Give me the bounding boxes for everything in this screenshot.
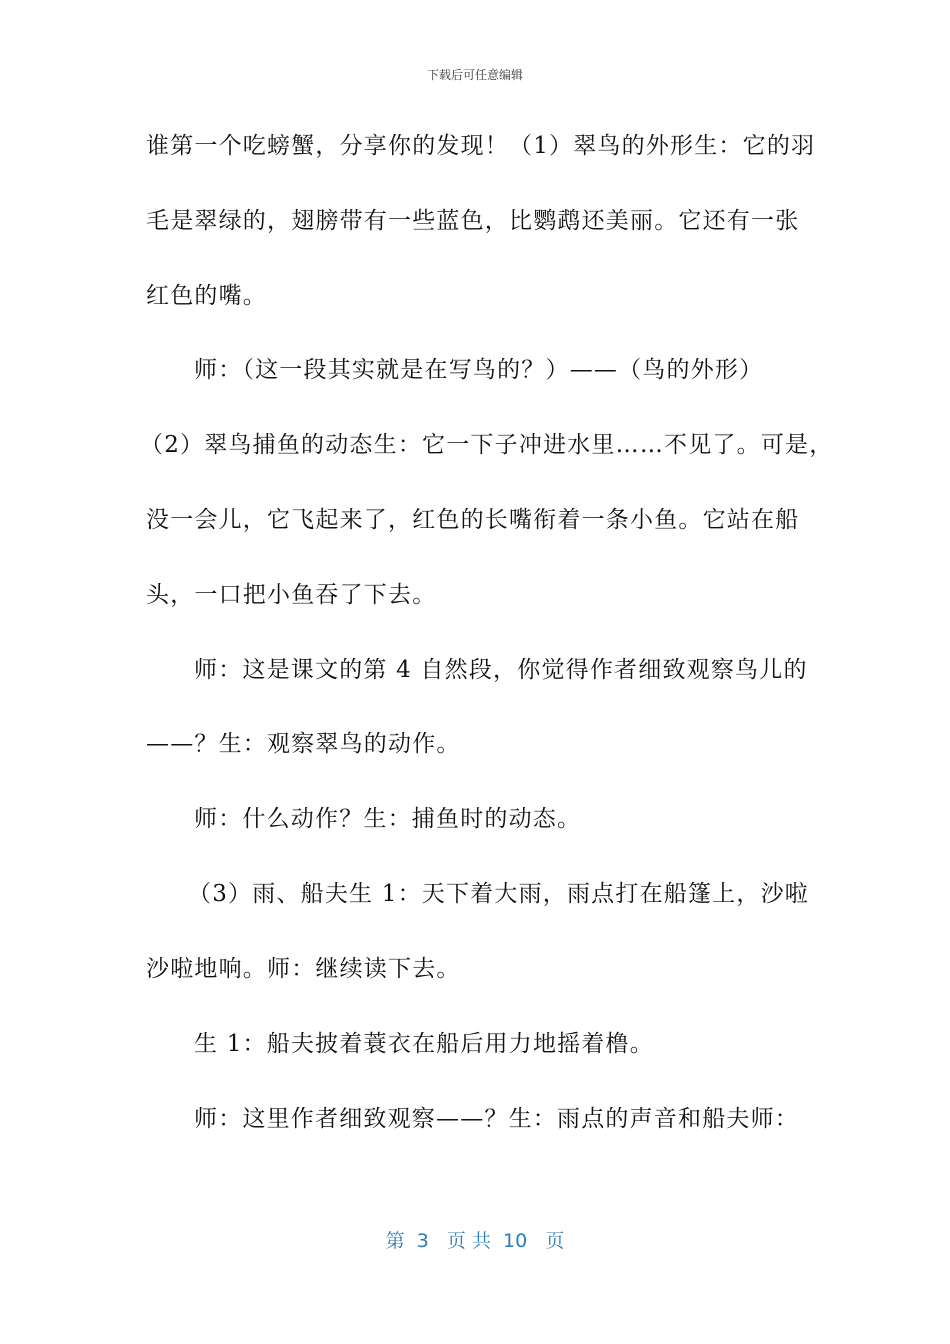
page-number-footer: 第 3 页 共 10 页 — [385, 1230, 565, 1252]
text-line-11: （3）雨、船夫生 1：天下着大雨，雨点打在船篷上，沙啦 — [188, 881, 809, 907]
text-line-8: 师：这是课文的第 4 自然段，你觉得作者细致观察鸟儿的 — [194, 657, 808, 683]
text-line-7: 头，一口把小鱼吞了下去。 — [146, 582, 437, 608]
text-line-4: 师：（这一段其实就是在写鸟的？）——（鸟的外形） — [194, 357, 764, 383]
page-header: 下载后可任意编辑 — [426, 68, 523, 82]
text-line-12: 沙啦地响。师：继续读下去。 — [146, 956, 461, 982]
text-line-6: 没一会儿，它飞起来了，红色的长嘴衔着一条小鱼。它站在船 — [146, 507, 800, 533]
text-line-10: 师：什么动作？生：捕鱼时的动态。 — [194, 806, 582, 832]
text-line-2: 毛是翠绿的，翅膀带有一些蓝色，比鹦鹉还美丽。它还有一张 — [146, 208, 800, 234]
text-line-13: 生 1：船夫披着蓑衣在船后用力地摇着橹。 — [194, 1031, 654, 1057]
text-line-5: （2）翠鸟捕鱼的动态生：它一下子冲进水里……不见了。可是， — [140, 432, 834, 458]
text-line-9: ——？生：观察翠鸟的动作。 — [146, 731, 461, 757]
text-line-1: 谁第一个吃螃蟹，分享你的发现！（1）翠鸟的外形生：它的羽 — [146, 133, 816, 159]
text-line-3: 红色的嘴。 — [146, 283, 267, 309]
text-line-14: 师：这里作者细致观察——？生：雨点的声音和船夫师： — [194, 1106, 799, 1132]
